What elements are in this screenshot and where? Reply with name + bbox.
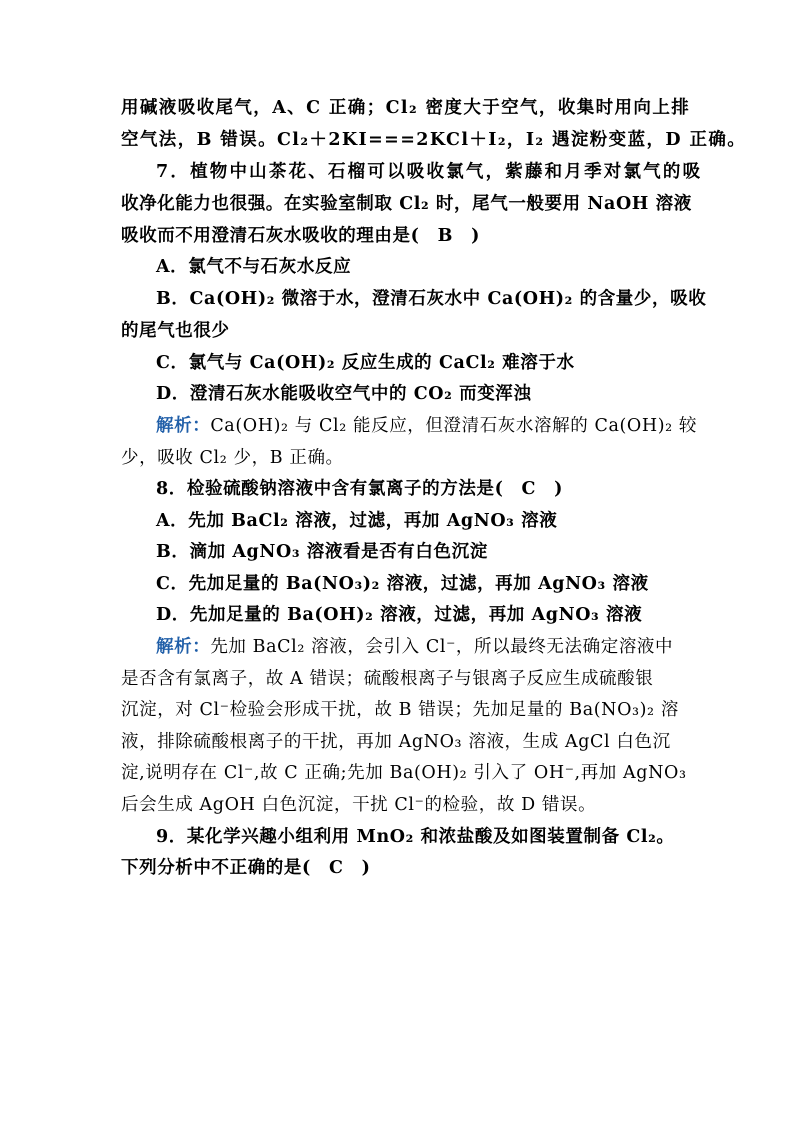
analysis-sep: ： (192, 416, 211, 436)
analysis-label: 解析 (156, 637, 193, 657)
text-line-1: 用碱液吸收尾气，A、C 正确；Cl₂ 密度大于空气，收集时用向上排 (121, 98, 691, 118)
analysis-label: 解析 (156, 416, 193, 436)
question-8-analysis-line-2: 是否含有氯离子，故 A 错误；硫酸根离子与银离子反应生成硫酸银 (121, 669, 654, 689)
question-7-stem-cont: 收净化能力也很强。在实验室制取 Cl₂ 时，尾气一般要用 NaOH 溶液 (121, 194, 692, 214)
question-8-analysis-line-5: 淀,说明存在 Cl⁻,故 C 正确;先加 Ba(OH)₂ 引入了 OH⁻,再加 AgNO₃ (121, 763, 687, 783)
question-7-stem-end: 吸收而不用澄清石灰水吸收的理由是( B ) (121, 226, 480, 246)
analysis-text: Ca(OH)₂ 与 Cl₂ 能反应，但澄清石灰水溶解的 Ca(OH)₂ 较 (210, 416, 698, 436)
question-8-option-a: A．先加 BaCl₂ 溶液，过滤，再加 AgNO₃ 溶液 (156, 511, 558, 531)
question-7-option-a: A．氯气不与石灰水反应 (156, 257, 352, 277)
question-7-stem: 7．植物中山茶花、石榴可以吸收氯气，紫藤和月季对氯气的吸 (156, 162, 703, 182)
question-7-analysis (156, 415, 794, 437)
analysis-text: 先加 BaCl₂ 溶液，会引入 Cl⁻，所以最终无法确定溶液中 (210, 637, 674, 657)
question-8-stem: 8．检验硫酸钠溶液中含有氯离子的方法是( C ) (156, 479, 564, 499)
question-9-stem: 9．某化学兴趣小组利用 MnO₂ 和浓盐酸及如图装置制备 Cl₂。 (156, 827, 675, 847)
text-line-2: 空气法，B 错误。Cl₂＋2KI===2KCl＋I₂，I₂ 遇淀粉变蓝，D 正确。 (121, 130, 747, 150)
question-8-option-b: B．滴加 AgNO₃ 溶液看是否有白色沉淀 (156, 542, 488, 562)
question-8-analysis-line-6: 后会生成 AgOH 白色沉淀，干扰 Cl⁻的检验，故 D 错误。 (121, 795, 597, 815)
question-7-option-b-cont: 的尾气也很少 (121, 321, 230, 341)
question-7-option-b: B．Ca(OH)₂ 微溶于水，澄清石灰水中 Ca(OH)₂ 的含量少，吸收 (156, 289, 707, 309)
question-7-option-d: D．澄清石灰水能吸收空气中的 CO₂ 而变浑浊 (156, 384, 532, 404)
question-7-analysis-cont: 少，吸收 Cl₂ 少，B 正确。 (121, 448, 344, 468)
question-8-option-c: C．先加足量的 Ba(NO₃)₂ 溶液，过滤，再加 AgNO₃ 溶液 (156, 574, 649, 594)
question-8-option-d: D．先加足量的 Ba(OH)₂ 溶液，过滤，再加 AgNO₃ 溶液 (156, 605, 643, 625)
question-8-analysis (156, 636, 794, 658)
analysis-sep: ： (192, 637, 211, 657)
question-8-analysis-line-3: 沉淀，对 Cl⁻检验会形成干扰，故 B 错误；先加足量的 Ba(NO₃)₂ 溶 (121, 700, 679, 720)
question-9-stem-end: 下列分析中不正确的是( C ) (121, 858, 371, 878)
question-7-option-c: C．氯气与 Ca(OH)₂ 反应生成的 CaCl₂ 难溶于水 (156, 353, 575, 373)
question-8-analysis-line-4: 液，排除硫酸根离子的干扰，再加 AgNO₃ 溶液，生成 AgCl 白色沉 (121, 732, 671, 752)
